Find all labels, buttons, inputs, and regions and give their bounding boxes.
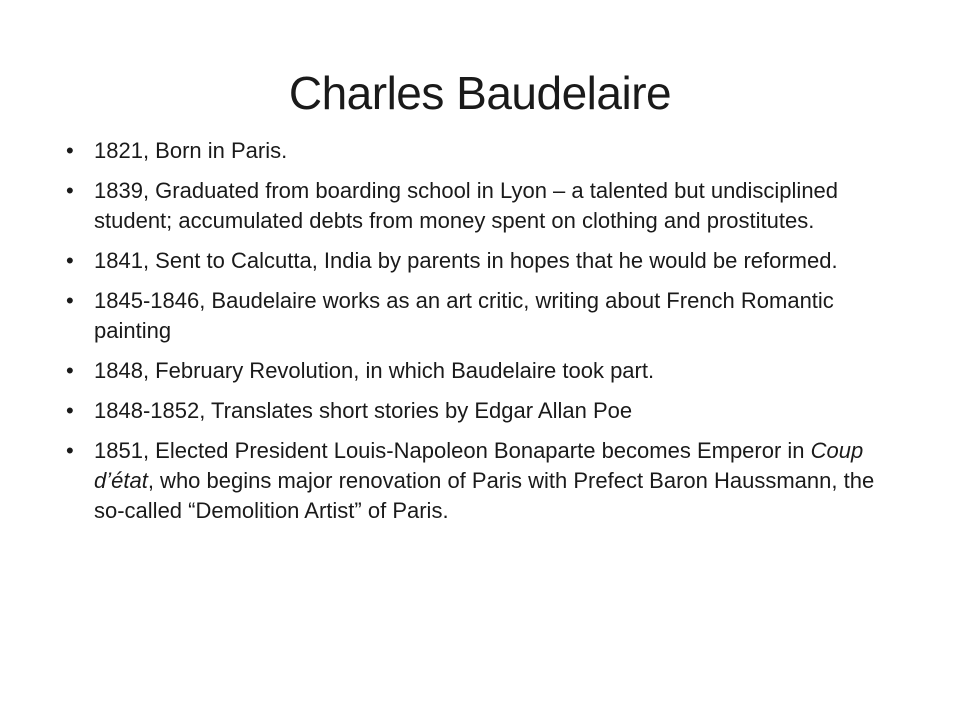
slide-title: Charles Baudelaire [288, 67, 672, 119]
bullet-item: • 1821, Born in Paris. [66, 136, 906, 166]
bullet-item: • 1848, February Revolution, in which Baudelaire took part. [66, 356, 906, 386]
bullet-item: • 1848-1852, Translates short stories by Edgar Allan Poe [66, 396, 906, 426]
bullet-item [66, 436, 906, 526]
bullet-item: • 1841, Sent to Calcutta, India by parents in hopes that he would be reformed. [66, 246, 906, 276]
bullet-item: • 1845-1846, Baudelaire works as an art critic, writing about French Romantic painting [66, 286, 906, 346]
bullet-list [66, 136, 906, 536]
bullet-item: • 1839, Graduated from boarding school in Lyon – a talented but undisciplined student; accumulated debts from money spent on clothing and prostitutes. [66, 176, 906, 236]
bullet-text: 1851, Elected President Louis-Napoleon Bonaparte becomes Emperor in [94, 438, 811, 463]
bullet-text: , who begins major renovation of Paris with Prefect Baron Haussmann, the so-called “Demolition Artist” of Paris. [94, 468, 875, 523]
bullet-text-italic: Coup d’état [94, 438, 864, 493]
